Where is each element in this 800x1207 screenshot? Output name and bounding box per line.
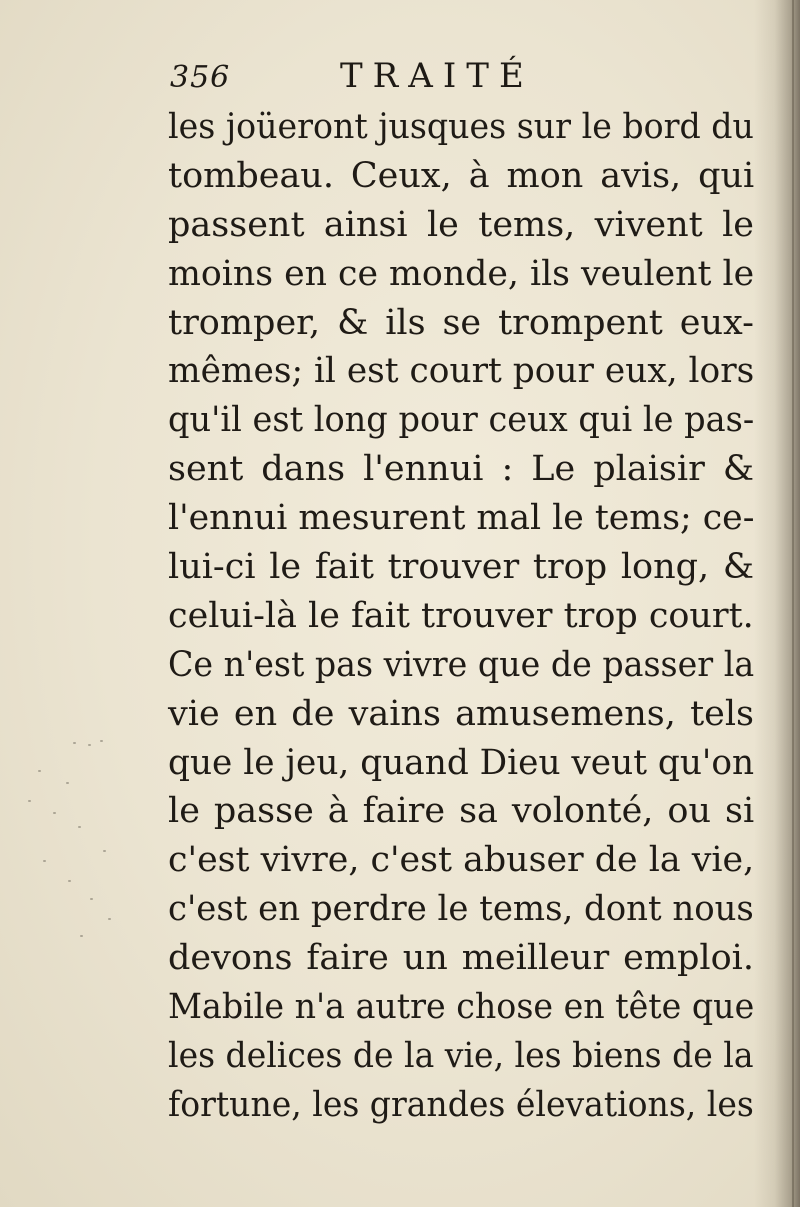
text-line: tromper, & ils se trompent eux-	[168, 302, 754, 343]
text-line: fortune, les grandes élevations, les	[168, 1084, 754, 1125]
text-line: sent dans l'ennui : Le plaisir &	[168, 449, 754, 490]
text-line: mêmes; il est court pour eux, lors	[168, 351, 755, 392]
text-line: qu'il est long pour ceux qui le pas-	[168, 400, 755, 441]
text-line: les joüeront jusques sur le bord du	[168, 107, 754, 147]
text-line: passent ainsi le tems, vivent le	[168, 204, 754, 245]
text-line: l'ennui mesurent mal le tems; ce-	[168, 498, 755, 539]
paper-specks	[18, 730, 128, 960]
text-line: celui-là le fait trouver trop court.	[168, 595, 754, 636]
running-title: TRAITÉ	[340, 56, 534, 96]
page-number: 356	[170, 60, 231, 95]
text-line: Mabile n'a autre chose en tête que	[168, 987, 755, 1028]
text-line: c'est vivre, c'est abuser de la vie,	[168, 840, 755, 881]
text-line: le passe à faire sa volonté, ou si	[168, 791, 755, 832]
page-header	[170, 52, 770, 102]
text-line: tombeau. Ceux, à mon avis, qui	[168, 155, 755, 196]
page-edge	[792, 0, 794, 1207]
text-line: lui-ci le fait trouver trop long, &	[168, 547, 754, 588]
body-text	[168, 103, 754, 1130]
text-line: c'est en perdre le tems, dont nous	[168, 889, 754, 930]
text-line: moins en ce monde, ils veulent le	[168, 253, 755, 294]
text-line: que le jeu, quand Dieu veut qu'on	[168, 742, 755, 783]
text-line: Ce n'est pas vivre que de passer la	[168, 644, 755, 685]
text-line: devons faire un meilleur emploi.	[168, 938, 754, 979]
text-line: les delices de la vie, les biens de la	[168, 1035, 754, 1076]
text-line: vie en de vains amusemens, tels	[168, 693, 754, 734]
